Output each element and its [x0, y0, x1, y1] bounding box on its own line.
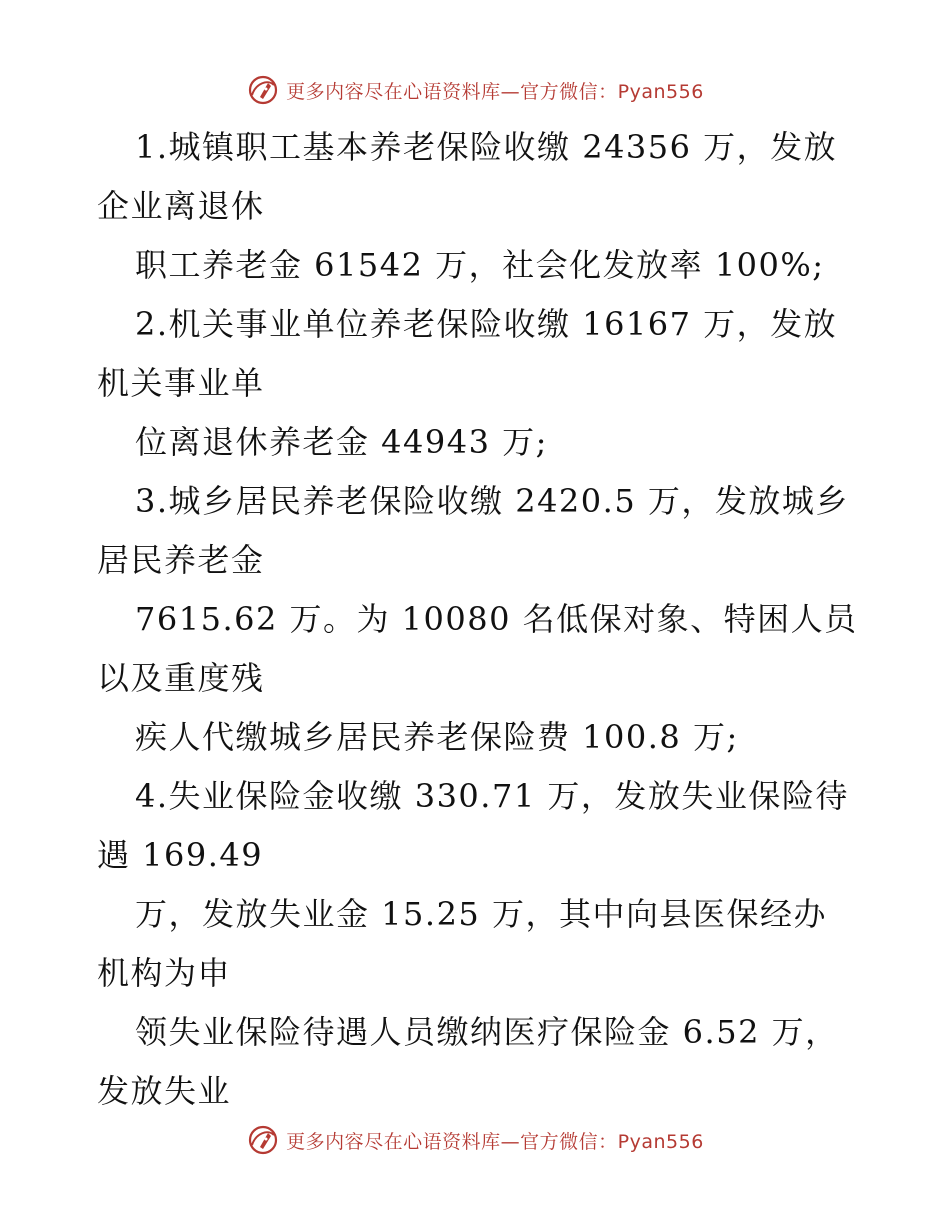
- body-line: 机构为申: [97, 954, 232, 992]
- header-banner: [0, 70, 950, 110]
- body-line: 万，发放失业金 15.25 万，其中向县医保经办: [135, 895, 827, 933]
- body-line: 机关事业单: [97, 364, 265, 402]
- pen-nib-logo-icon: [246, 1123, 280, 1157]
- footer-banner-text: 更多内容尽在心语资料库—官方微信：Pyan556: [286, 1130, 704, 1153]
- body-line: 居民养老金: [97, 541, 265, 579]
- body-line: 位离退休养老金 44943 万;: [135, 423, 548, 461]
- body-line: 以及重度残: [97, 659, 265, 697]
- body-line: 发放失业: [97, 1072, 232, 1110]
- pen-nib-logo-icon: [246, 73, 280, 107]
- header-banner-text: 更多内容尽在心语资料库—官方微信：Pyan556: [286, 80, 704, 103]
- body-line: 1.城镇职工基本养老保险收缴 24356 万，发放: [135, 128, 838, 166]
- body-line: 职工养老金 61542 万，社会化发放率 100%;: [135, 246, 825, 284]
- document-body: [97, 118, 867, 1121]
- body-line: 领失业保险待遇人员缴纳医疗保险金 6.52 万，: [135, 1013, 839, 1051]
- body-line: 4.失业保险金收缴 330.71 万，发放失业保险待: [135, 777, 849, 815]
- body-line: 遇 169.49: [97, 836, 264, 874]
- body-line: 企业离退休: [97, 187, 265, 225]
- body-line: 7615.62 万。为 10080 名低保对象、特困人员: [135, 600, 858, 638]
- body-line: 3.城乡居民养老保险收缴 2420.5 万，发放城乡: [135, 482, 849, 520]
- body-line: 2.机关事业单位养老保险收缴 16167 万，发放: [135, 305, 838, 343]
- footer-banner: [0, 1120, 950, 1160]
- body-line: 疾人代缴城乡居民养老保险费 100.8 万;: [135, 718, 739, 756]
